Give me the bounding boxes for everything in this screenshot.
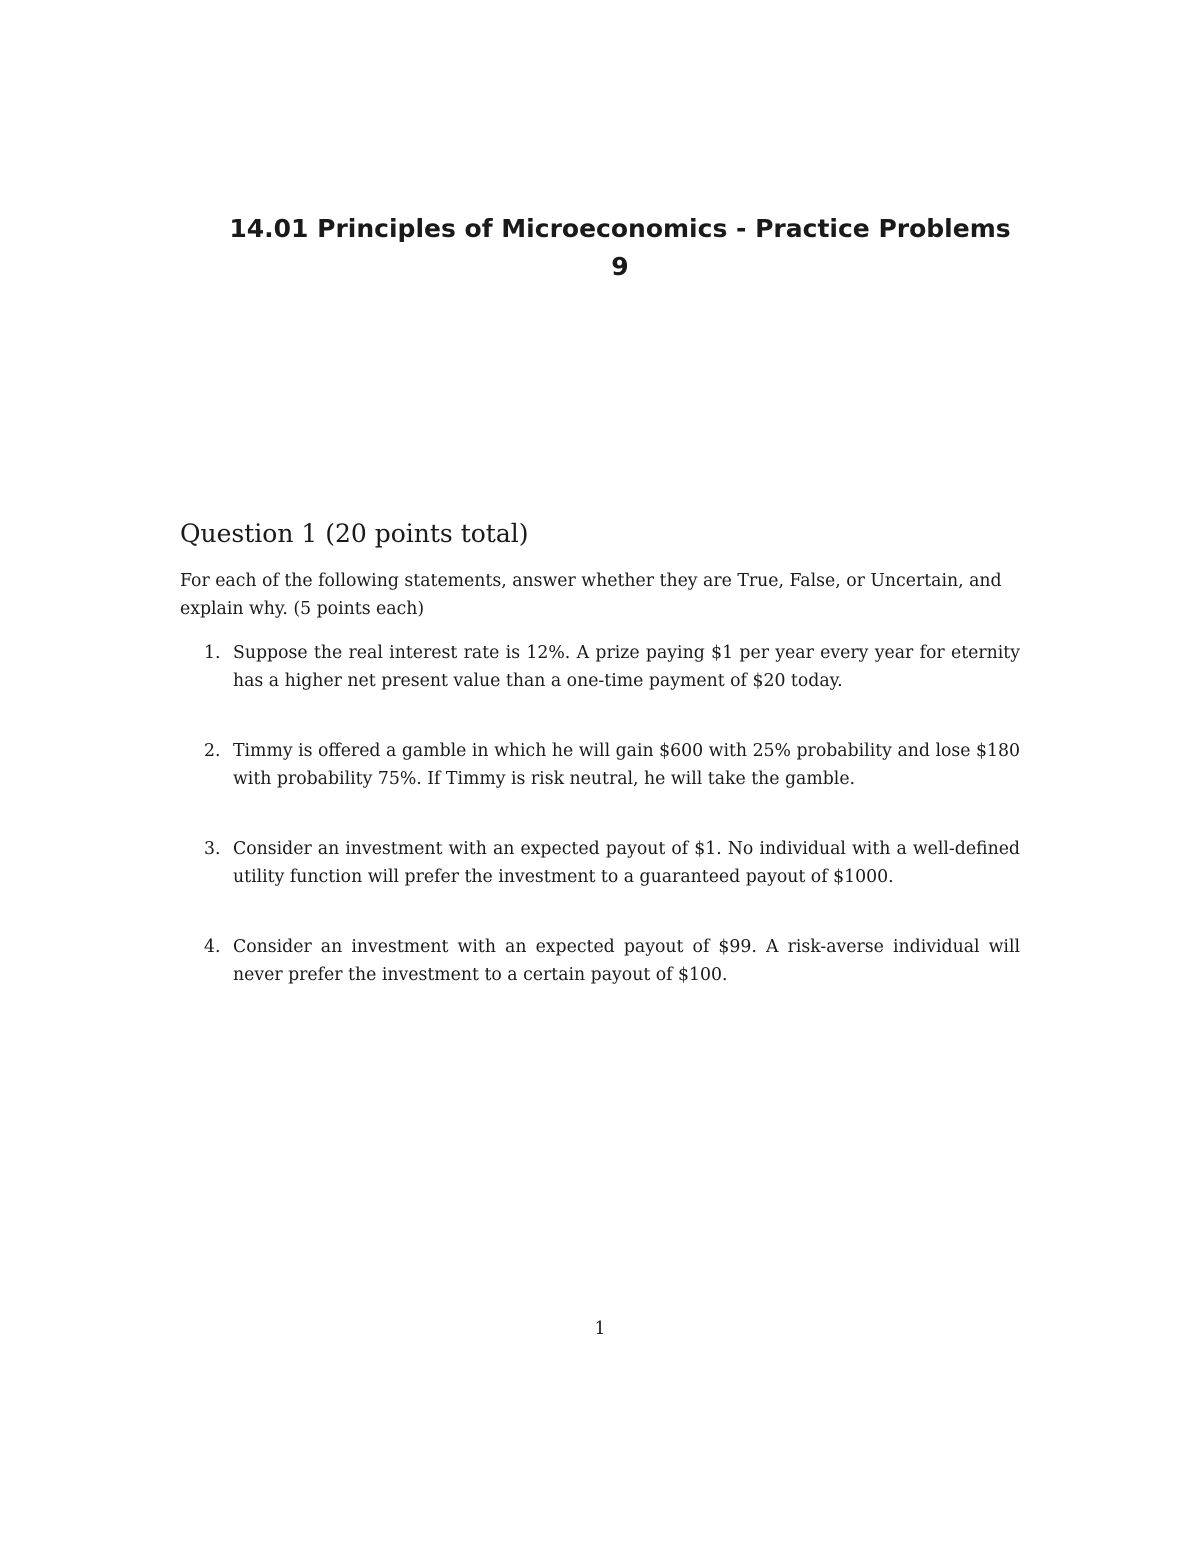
question-heading: Question 1 (20 points total) [180, 519, 529, 548]
list-item-number: 3. [204, 839, 221, 859]
document-title [200, 210, 1040, 286]
document-title-line-2: 9 [611, 252, 629, 281]
question-intro: For each of the following statements, answer whether they are True, False, or Uncertain, and explain why. (5 points each) [180, 571, 1002, 619]
list-item-text: Suppose the real interest rate is 12%. A prize paying $1 per year every year for eternity has a higher net present value than a one-time payment of $20 today. [233, 643, 1020, 691]
list-item-text: Timmy is offered a gamble in which he will gain $600 with 25% probability and lose $180 with probability 75%. If Timmy is risk neutral, he will take the gamble. [233, 741, 1020, 789]
page-number: 1 [594, 1319, 606, 1339]
question-items-list [180, 639, 1020, 1031]
list-item [180, 933, 1020, 989]
list-item-number: 4. [204, 937, 221, 957]
list-item-number: 1. [204, 643, 221, 663]
document-title-line-1: 14.01 Principles of Microeconomics - Practice Problems [229, 214, 1011, 243]
list-item-text: Consider an investment with an expected payout of $99. A risk-averse individual will never prefer the investment to a certain payout of $100. [233, 937, 1020, 985]
list-item [180, 835, 1020, 891]
list-item-number: 2. [204, 741, 221, 761]
list-item-text: Consider an investment with an expected payout of $1. No individual with a well-defined utility function will prefer the investment to a guaranteed payout of $1000. [233, 839, 1020, 887]
list-item [180, 737, 1020, 793]
list-item [180, 639, 1020, 695]
